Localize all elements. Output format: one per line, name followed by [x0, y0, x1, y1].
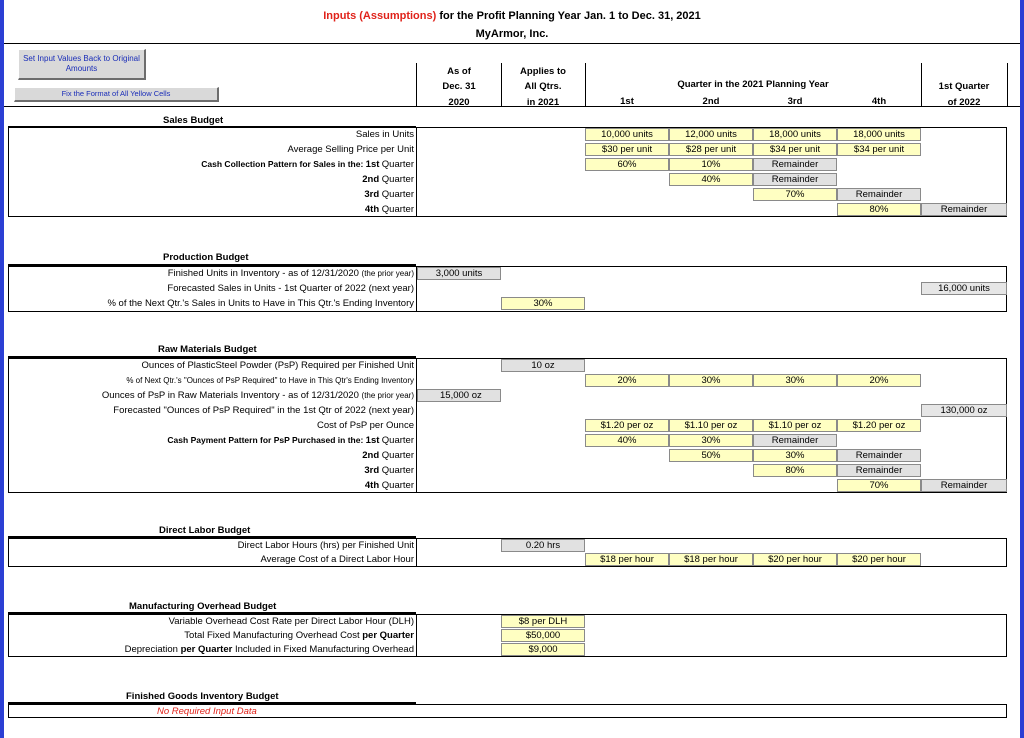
asof-header-line2: Dec. 31 — [442, 81, 476, 92]
ending-inventory-pct-label: % of the Next Qtr.'s Sales in Units to Have in This Qtr.'s Ending Inventory — [107, 298, 414, 309]
collection-q4-label: 4th Quarter — [364, 204, 414, 215]
applies-header-line2: All Qtrs. — [524, 81, 562, 92]
title-divider — [4, 43, 1020, 44]
labor-hours-value[interactable]: 0.20 hrs — [501, 539, 585, 552]
pay-q1-in-q2[interactable]: 30% — [669, 434, 753, 447]
labor-cost-q4[interactable]: $20 per hour — [837, 553, 921, 566]
nextq-header-line1: 1st Quarter — [938, 81, 990, 92]
psp-next-pct-q1[interactable]: 20% — [585, 374, 669, 387]
applies-header-line1: Applies to — [520, 66, 566, 77]
collect-q3-remainder: Remainder — [837, 188, 921, 201]
payment-q4-label: 4th Quarter — [364, 480, 414, 491]
depreciation-value[interactable]: $9,000 — [501, 643, 585, 656]
selling-price-label: Average Selling Price per Unit — [287, 144, 414, 155]
psp-oz-label: Ounces of PlasticSteel Powder (PsP) Required per Finished Unit — [141, 360, 414, 371]
quarter-group-header: Quarter in the 2021 Planning Year — [677, 79, 829, 90]
finished-inventory-value[interactable]: 3,000 units — [417, 267, 501, 280]
price-q1[interactable]: $30 per unit — [585, 143, 669, 156]
finished-inventory-label: Finished Units in Inventory - as of 12/31/2020 (the prior year) — [167, 268, 414, 279]
quarter-header-1: 1st — [620, 96, 634, 107]
sales-units-q1[interactable]: 10,000 units — [585, 128, 669, 141]
collection-q3-label: 3rd Quarter — [364, 189, 414, 200]
sales-budget-title: Sales Budget — [163, 115, 224, 126]
psp-forecast-value[interactable]: 130,000 oz — [921, 404, 1007, 417]
forecast-sales-value[interactable]: 16,000 units — [921, 282, 1007, 295]
collect-q2-remainder: Remainder — [753, 173, 837, 186]
pay-q4-in-q4[interactable]: 70% — [837, 479, 921, 492]
sales-units-q2[interactable]: 12,000 units — [669, 128, 753, 141]
label-divider — [416, 358, 417, 493]
fix-format-button[interactable]: Fix the Format of All Yellow Cells — [14, 87, 219, 102]
collect-q4-in-q4[interactable]: 80% — [837, 203, 921, 216]
pay-q2-in-q3[interactable]: 30% — [753, 449, 837, 462]
psp-next-qtr-pct-label: % of Next Qtr.'s "Ounces of PsP Required" to Have in This Qtr's Ending Inventory — [126, 376, 414, 385]
psp-cost-q2[interactable]: $1.10 per oz — [669, 419, 753, 432]
labor-cost-label: Average Cost of a Direct Labor Hour — [260, 554, 414, 565]
fixed-overhead-value[interactable]: $50,000 — [501, 629, 585, 642]
variable-overhead-value[interactable]: $8 per DLH — [501, 615, 585, 628]
collect-q2-in-q2[interactable]: 40% — [669, 173, 753, 186]
price-q4[interactable]: $34 per unit — [837, 143, 921, 156]
pay-q4-remainder: Remainder — [921, 479, 1007, 492]
psp-cost-q3[interactable]: $1.10 per oz — [753, 419, 837, 432]
psp-cost-label: Cost of PsP per Ounce — [317, 420, 414, 431]
overhead-title: Manufacturing Overhead Budget — [129, 601, 277, 612]
collect-q4-remainder: Remainder — [921, 203, 1007, 216]
quarter-header-4: 4th — [871, 96, 887, 107]
production-budget-title: Production Budget — [163, 252, 249, 263]
label-divider — [416, 127, 417, 217]
psp-next-pct-q3[interactable]: 30% — [753, 374, 837, 387]
collect-q1-in-q2[interactable]: 10% — [669, 158, 753, 171]
psp-cost-q4[interactable]: $1.20 per oz — [837, 419, 921, 432]
pay-q1-remainder: Remainder — [753, 434, 837, 447]
variable-overhead-label: Variable Overhead Cost Rate per Direct Labor Hour (DLH) — [168, 616, 414, 627]
pay-q1-in-q1[interactable]: 40% — [585, 434, 669, 447]
sales-units-q4[interactable]: 18,000 units — [837, 128, 921, 141]
psp-forecast-label: Forecasted "Ounces of PsP Required" in the 1st Qtr of 2022 (next year) — [113, 405, 414, 416]
pay-q2-remainder: Remainder — [837, 449, 921, 462]
psp-next-pct-q2[interactable]: 30% — [669, 374, 753, 387]
sales-units-q3[interactable]: 18,000 units — [753, 128, 837, 141]
labor-cost-q2[interactable]: $18 per hour — [669, 553, 753, 566]
label-divider — [416, 614, 417, 657]
psp-inventory-label: Ounces of PsP in Raw Materials Inventory - as of 12/31/2020 (the prior year) — [101, 390, 414, 401]
collect-q3-in-q3[interactable]: 70% — [753, 188, 837, 201]
sales-units-label: Sales in Units — [355, 129, 414, 140]
asof-header-line3: 2020 — [448, 97, 470, 108]
raw-materials-title: Raw Materials Budget — [158, 344, 257, 355]
ending-inventory-pct[interactable]: 30% — [501, 297, 585, 310]
quarter-header-3: 3rd — [787, 96, 803, 107]
depreciation-label: Depreciation per Quarter Included in Fixed Manufacturing Overhead — [124, 644, 414, 655]
psp-inventory-value[interactable]: 15,000 oz — [417, 389, 501, 402]
payment-q2-label: 2nd Quarter — [362, 450, 414, 461]
payment-q3-label: 3rd Quarter — [364, 465, 414, 476]
collection-q2-label: 2nd Quarter — [362, 174, 414, 185]
no-input-note: No Required Input Data — [157, 706, 257, 717]
reset-inputs-button[interactable]: Set Input Values Back to Original Amounts — [18, 49, 146, 80]
labor-hours-label: Direct Labor Hours (hrs) per Finished Unit — [237, 540, 414, 551]
header-divider — [1007, 63, 1008, 106]
psp-cost-q1[interactable]: $1.20 per oz — [585, 419, 669, 432]
collect-q1-in-q1[interactable]: 60% — [585, 158, 669, 171]
labor-cost-q3[interactable]: $20 per hour — [753, 553, 837, 566]
applies-header-line3: in 2021 — [526, 97, 560, 108]
collection-q1-label: Cash Collection Pattern for Sales in the: 1st Quarter — [201, 159, 414, 170]
pay-q2-in-q2[interactable]: 50% — [669, 449, 753, 462]
price-q2[interactable]: $28 per unit — [669, 143, 753, 156]
left-border — [0, 0, 4, 738]
direct-labor-title: Direct Labor Budget — [159, 525, 251, 536]
price-q3[interactable]: $34 per unit — [753, 143, 837, 156]
header-bottom-line — [4, 106, 1020, 107]
fixed-overhead-label: Total Fixed Manufacturing Overhead Cost per Quarter — [184, 630, 414, 641]
labor-cost-q1[interactable]: $18 per hour — [585, 553, 669, 566]
forecast-sales-label: Forecasted Sales in Units - 1st Quarter of 2022 (next year) — [167, 283, 414, 294]
company-name: MyArmor, Inc. — [475, 28, 549, 40]
quarter-header-2: 2nd — [702, 96, 720, 107]
asof-header-line1: As of — [447, 66, 471, 77]
pay-q3-remainder: Remainder — [837, 464, 921, 477]
psp-oz-value[interactable]: 10 oz — [501, 359, 585, 372]
payment-q1-label: Cash Payment Pattern for PsP Purchased in the: 1st Quarter — [167, 435, 414, 446]
psp-next-pct-q4[interactable]: 20% — [837, 374, 921, 387]
finished-goods-title: Finished Goods Inventory Budget — [126, 691, 279, 702]
page-title: Inputs (Assumptions) for the Profit Planning Year Jan. 1 to Dec. 31, 2021 — [323, 10, 701, 22]
right-border — [1020, 0, 1024, 738]
nextq-header-line2: of 2022 — [947, 97, 981, 108]
collect-q1-remainder: Remainder — [753, 158, 837, 171]
pay-q3-in-q3[interactable]: 80% — [753, 464, 837, 477]
label-divider — [416, 538, 417, 567]
